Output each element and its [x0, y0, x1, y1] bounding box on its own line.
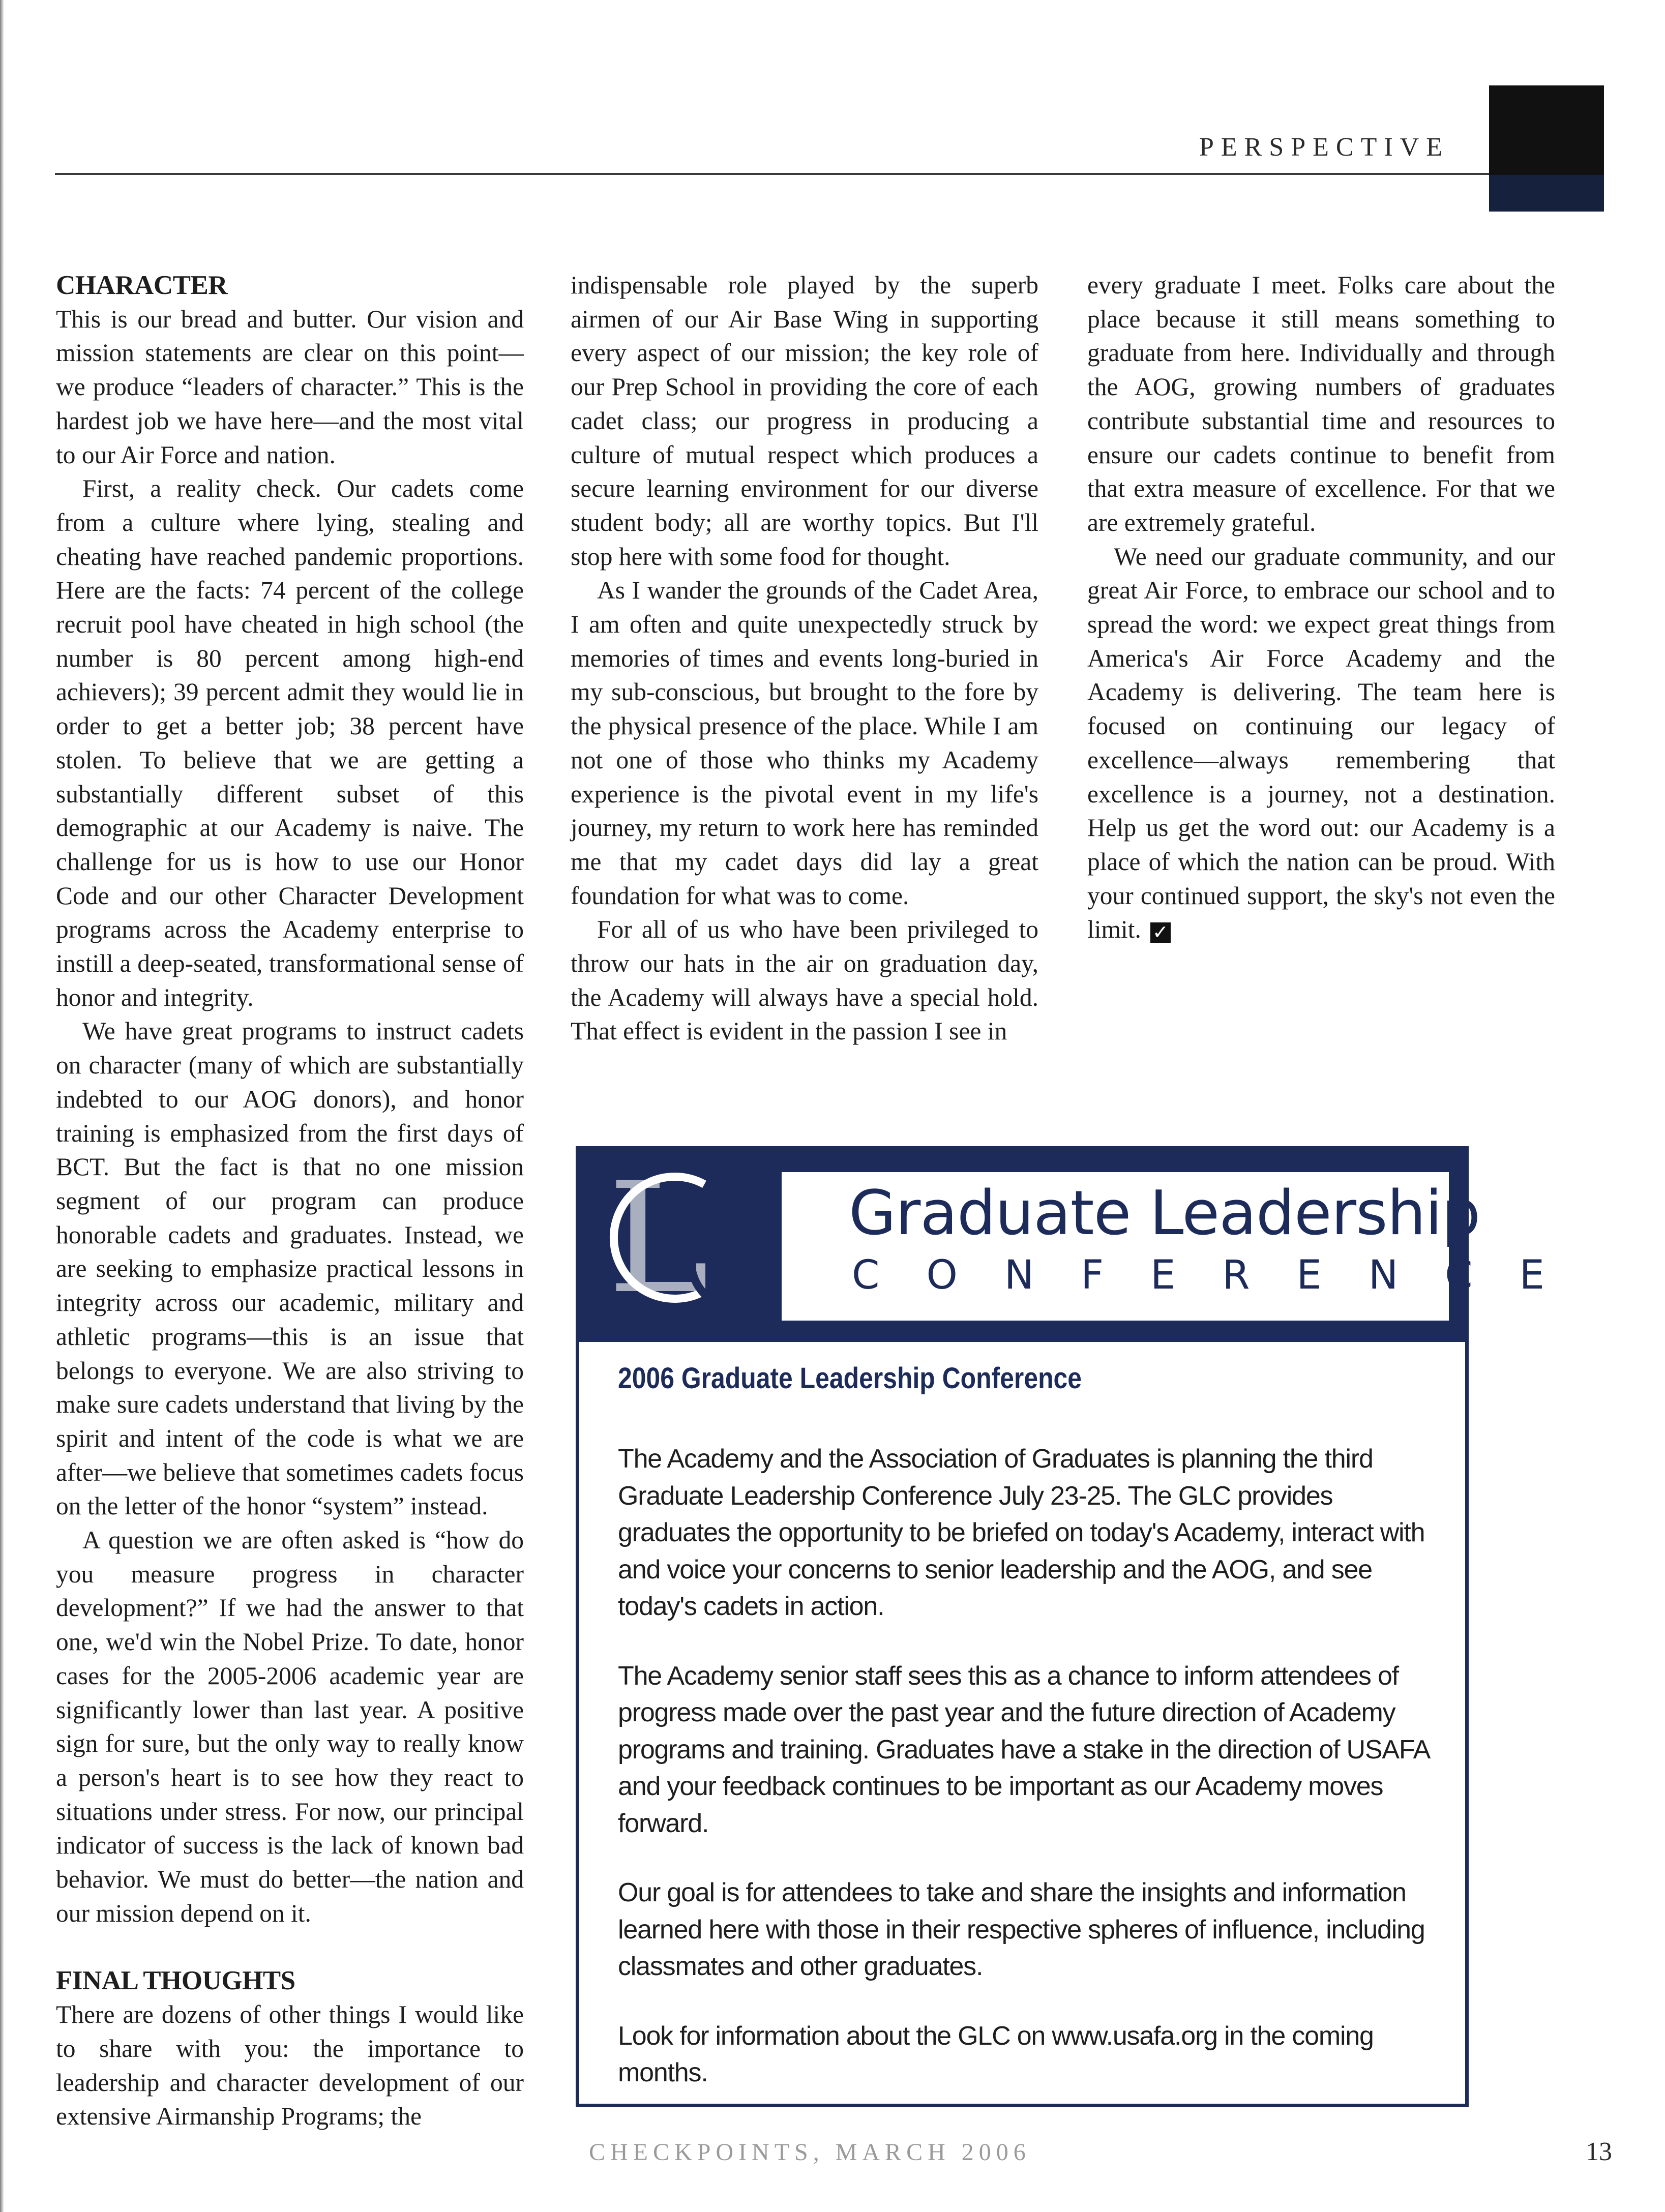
glc-paragraph: Our goal is for attendees to take and share the insights and information learned here with those in their respective spheres of influence, including classmates and other graduates. — [618, 1878, 1425, 1981]
paragraph: As I wander the grounds of the Cadet Area, I am often and quite unexpectedly struck by memories of times and events long-buried in my sub-conscious, but brought to the fore by the physical presence of the place. While I am not one of those who thinks my Academy experience is the pivotal event in my life's journey, my return to work here has reminded me that my cadet days did lay a great foundation for what was to come. — [571, 576, 1038, 910]
glc-heading: 2006 Graduate Leadership Conference — [618, 1362, 1082, 1395]
paragraph: indispensable role played by the superb airmen of our Air Base Wing in supporting every aspect of our mission; the key role of our Prep School in providing the core of each cadet class; our progress in producing a culture of mutual respect which produces a secure learning environment for our diverse student body; all are worthy topics. But I'll stop here with some food for thought. — [571, 271, 1038, 571]
page-edge-shadow — [0, 0, 4, 2212]
paragraph: A question we are often asked is “how do you measure progress in character development?” If we had the answer to that one, we'd win the Nobel Prize. To date, honor cases for the 2005-2006 academic year are significantly lower than last year. A positive sign for sure, but the only way to really know a person's heart is to see how they react to situations under stress. For now, our principal indicator of success is the lack of known bad behavior. We must do better—the nation and our mission depend on it. — [56, 1526, 524, 1927]
article-column-3 — [1087, 268, 1555, 947]
paragraph: This is our bread and butter. Our vision and mission statements are clear on this point—we produce “leaders of character.” This is the hardest job we have here—and the most vital to our Air Force and nation. — [56, 305, 524, 469]
paragraph: First, a reality check. Our cadets come from a culture where lying, stealing and cheating have reached pandemic proportions. Here are the facts: 74 percent of the college recruit pool have cheated in high school (the number is 80 percent among high-end achievers); 39 percent admit they would lie in order to get a better job; 38 percent have stolen. To believe that we are getting a substantially different subset of this demographic at our Academy is naive. The challenge for us is how to use our Honor Code and our other Character Development programs across the Academy enterprise to instill a deep-seated, transformational sense of honor and integrity. — [56, 474, 524, 1011]
section-label: PERSPECTIVE — [1199, 133, 1449, 162]
glc-subtitle: CONFERENCE — [852, 1252, 1591, 1298]
glc-banner — [579, 1150, 1591, 1342]
section-heading-final-thoughts: FINAL THOUGHTS — [56, 1966, 295, 1996]
paragraph-text: We need our graduate community, and our great Air Force, to embrace our school and to spread the word: we expect great things from America's Air Force Academy and the Academy is delivering. The team here is focused on continuing our legacy of excellence—always remembering that excellence is a journey, not a destination. Help us get the word out: our Academy is a place of which the nation can be proud. With your continued support, the sky's not even the limit. — [1087, 542, 1555, 944]
page-number: 13 — [1586, 2137, 1612, 2166]
svg-text:L: L — [608, 1164, 709, 1327]
article-column-1 — [56, 268, 524, 2134]
paragraph — [1087, 540, 1555, 947]
header-rule — [55, 173, 1489, 175]
paragraph: every graduate I meet. Folks care about the place because it still means something to graduate from here. Individually and through the AOG, growing numbers of graduates contribute substantial time and resources to ensure our cadets continue to benefit from that extra measure of excellence. For that we are extremely grateful. — [1087, 271, 1555, 536]
glc-paragraph: The Academy and the Association of Graduates is planning the third Graduate Leadership Conference July 23-25. The GLC provides graduates the opportunity to be briefed on today's Academy, interact with and voice your concerns to senior leadership and the AOG, and see today's cadets in action. — [618, 1444, 1425, 1621]
glc-sidebar-box — [576, 1146, 1591, 2107]
article-column-2 — [571, 268, 1038, 1049]
corner-tab-block — [1489, 85, 1604, 212]
section-heading-character: CHARACTER — [56, 271, 228, 300]
glc-logo-icon — [598, 1164, 801, 1327]
glc-title: Graduate Leadership — [849, 1178, 1480, 1249]
glc-paragraph: The Academy senior staff sees this as a chance to inform attendees of progress made over the past year and the future direction of Academy programs and training. Graduates have a stake in the direction of USAFA and your feedback continues to be important as our Academy moves forward. — [618, 1661, 1429, 1838]
paragraph: We have great programs to instruct cadets on character (many of which are substantially indebted to our AOG donors), and honor training is emphasized from the first days of BCT. But the fact is that no one mission segment of our program can produce honorable cadets and graduates. Instead, we are seeking to emphasize practical lessons in integrity across our academic, military and athletic programs—this is an issue that belongs to everyone. We are also striving to make sure cadets understand that living by the spirit and intent of the code is what we are after—we believe that sometimes cadets focus on the letter of the honor “system” instead. — [56, 1017, 524, 1520]
footer-publication: CHECKPOINTS, MARCH 2006 — [589, 2139, 1031, 2166]
end-mark-checkbox-icon: ✓ — [1150, 922, 1171, 943]
paragraph: For all of us who have been privileged to throw our hats in the air on graduation day, the Academy will always have a special hold. That effect is evident in the passion I see in — [571, 915, 1038, 1045]
glc-content — [618, 1357, 1437, 2091]
glc-paragraph: Look for information about the GLC on www.usafa.org in the coming months. — [618, 2021, 1374, 2087]
corner-tab-strip — [1489, 175, 1604, 212]
paragraph: There are dozens of other things I would like to share with you: the importance to leadership and character development of our extensive Airmanship Programs; the — [56, 2000, 524, 2131]
